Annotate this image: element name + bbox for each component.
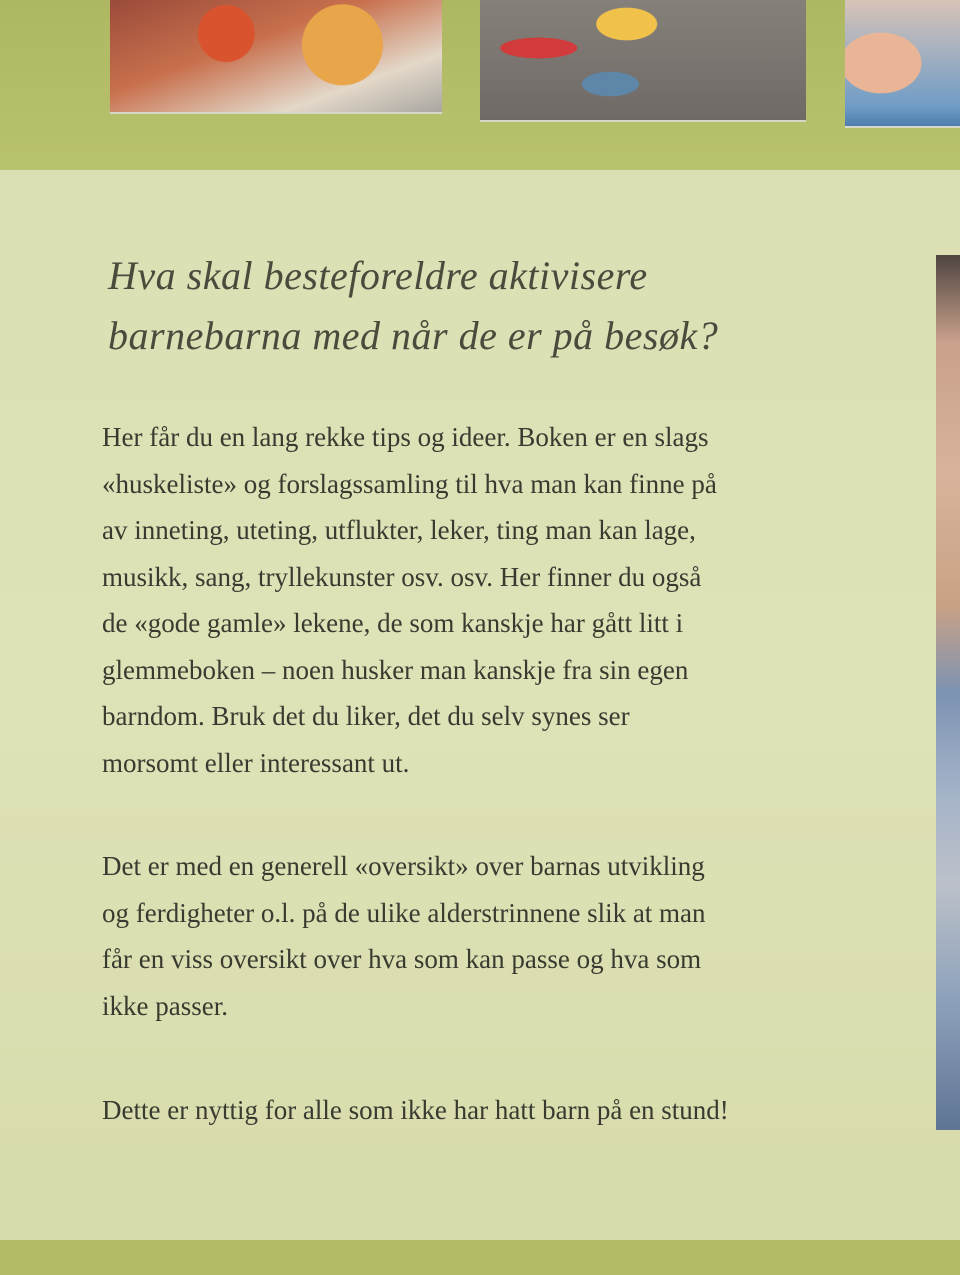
text-line: barndom. Bruk det du liker, det du selv synes ser (102, 701, 630, 731)
text-line: de «gode gamle» lekene, de som kanskje har gått litt i (102, 608, 684, 638)
bottom-green-band (0, 1240, 960, 1275)
paragraph-intro (102, 414, 922, 786)
heading-line: barnebarna med når de er på besøk? (108, 313, 719, 358)
photo-child (845, 0, 960, 128)
text-line: Dette er nyttig for alle som ikke har hatt barn på en stund! (102, 1095, 729, 1125)
text-line: av inneting, uteting, utflukter, leker, ting man kan lage, (102, 515, 696, 545)
text-line: Det er med en generell «oversikt» over barnas utvikling (102, 851, 705, 881)
text-line: glemmeboken – noen husker man kanskje fra sin egen (102, 654, 689, 685)
text-line: musikk, sang, tryllekunster osv. osv. Her finner du også (102, 561, 702, 592)
paragraph-closing (102, 1087, 922, 1134)
text-line: får en viss oversikt over hva som kan passe og hva som (102, 944, 702, 974)
text-line: og ferdigheter o.l. på de ulike alderstrinnene slik at man (102, 897, 706, 928)
text-line: ikke passer. (102, 990, 228, 1021)
page-heading (108, 246, 908, 366)
heading-line: Hva skal besteforeldre aktivisere (108, 253, 648, 298)
photo-sand-molds (480, 0, 806, 122)
text-line: Her får du en lang rekke tips og ideer. Boken er en slags (102, 422, 709, 452)
text-line: «huskeliste» og forslagssamling til hva man kan finne på (102, 468, 717, 499)
paragraph-overview (102, 843, 922, 1029)
side-photo (936, 255, 960, 1130)
photo-crafts (110, 0, 442, 114)
text-line: morsomt eller interessant ut. (102, 747, 410, 778)
